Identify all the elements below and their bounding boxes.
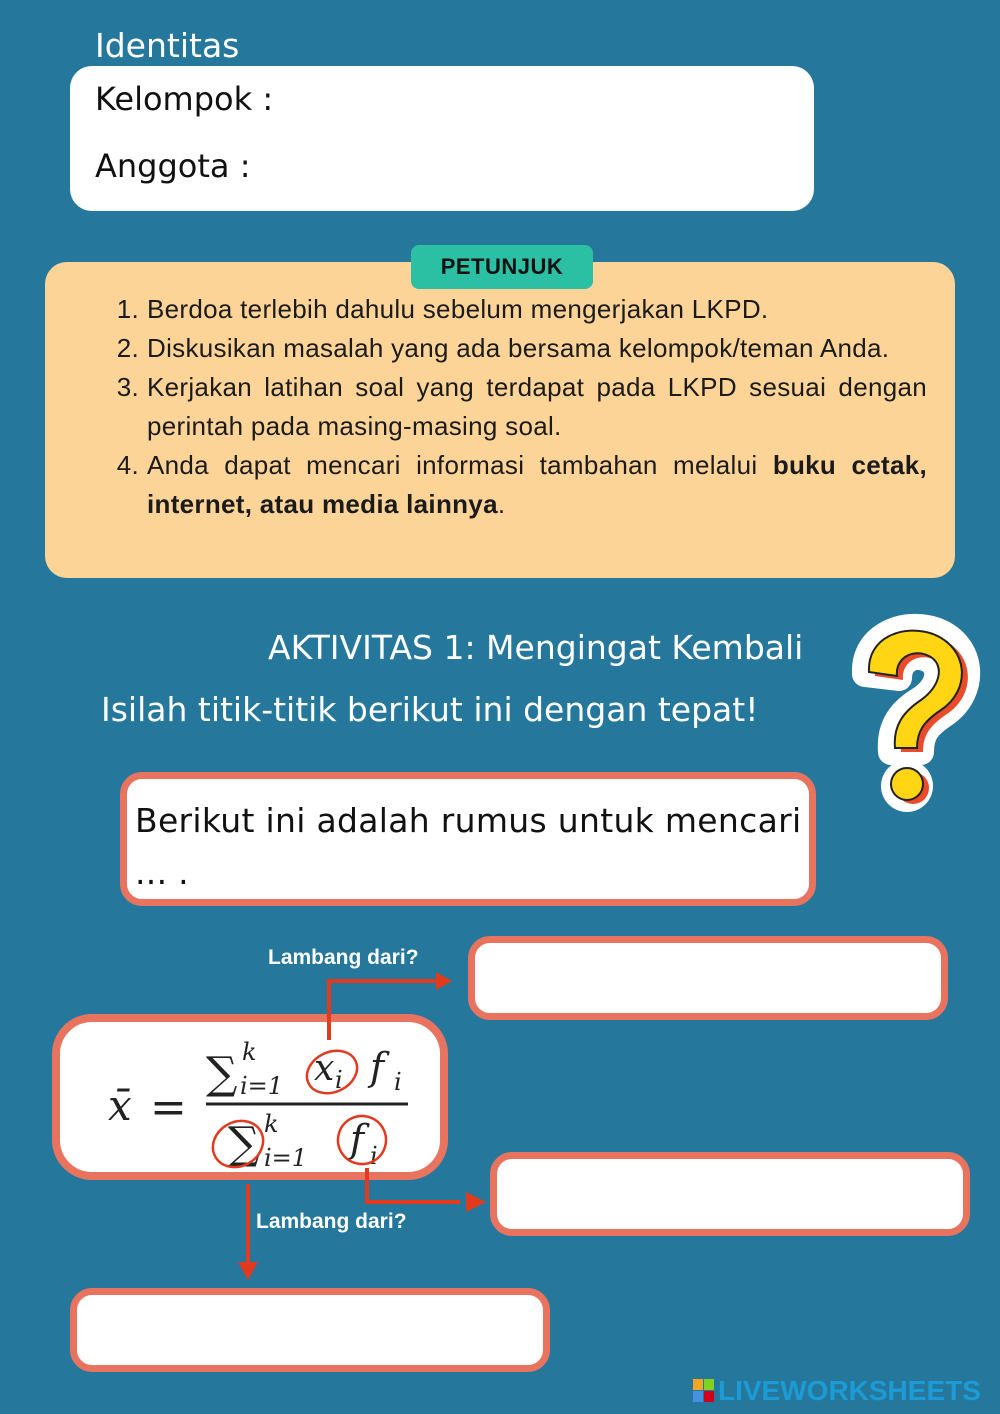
question-mark-icon	[835, 612, 985, 812]
formula-box	[52, 1014, 448, 1180]
item-number: 1.	[116, 294, 139, 324]
f-variable-denominator: f	[350, 1117, 365, 1161]
activity-instruction: Isilah titik-titik berikut ini dengan tepat!	[101, 690, 759, 729]
item-number: 3.	[116, 372, 139, 402]
group-label: Kelompok :	[95, 80, 274, 118]
instructions-badge: PETUNJUK	[411, 245, 593, 289]
equals-sign: =	[150, 1082, 187, 1133]
instructions-box	[45, 262, 955, 578]
symbol-question-label-top: Lambang dari?	[268, 946, 419, 969]
liveworksheets-logo	[693, 1376, 993, 1406]
members-label: Anggota :	[95, 147, 251, 185]
upper-limit: k	[242, 1038, 257, 1066]
logo-blocks-icon	[693, 1379, 715, 1403]
item-number: 2.	[116, 333, 139, 363]
mean-formula	[60, 1022, 440, 1172]
instruction-item	[101, 290, 927, 329]
identity-card	[70, 66, 814, 211]
instruction-item	[101, 368, 927, 446]
logo-text: LIVEWORKSHEETS	[718, 1375, 981, 1406]
lower-limit-denominator: i=1	[264, 1144, 308, 1172]
sum-symbol: ∑	[206, 1048, 238, 1099]
item-text-end: .	[497, 489, 506, 519]
f-subscript-denominator: i	[370, 1142, 378, 1170]
item-text: Kerjakan latihan soal yang terdapat pada LKPD sesuai dengan perintah pada masing-masing soal.	[147, 372, 927, 441]
sum-symbol-denominator: ∑	[228, 1118, 260, 1169]
item-text: Anda dapat mencari informasi tambahan melalui	[147, 450, 773, 480]
symbol-question-label-bottom: Lambang dari?	[256, 1210, 407, 1233]
x-subscript: i	[335, 1066, 343, 1094]
arrowhead-fi	[466, 1192, 486, 1212]
answer-box-fi[interactable]	[490, 1152, 970, 1236]
item-text: Diskusikan masalah yang ada bersama kelompok/teman Anda.	[147, 333, 890, 363]
activity-title: AKTIVITAS 1: Mengingat Kembali	[268, 628, 804, 667]
item-number: 4.	[116, 450, 139, 480]
answer-box-sigma[interactable]	[70, 1288, 550, 1372]
x-variable: x	[314, 1048, 335, 1089]
item-text-bold: buku cetak, internet, atau media lainnya	[147, 450, 927, 519]
identity-title: Identitas	[95, 26, 240, 65]
arrowhead-xi	[436, 972, 452, 990]
f-subscript: i	[394, 1068, 402, 1096]
mean-symbol: x̄	[108, 1081, 132, 1130]
instruction-item	[101, 329, 927, 368]
lower-limit: i=1	[240, 1072, 284, 1100]
question-text: Berikut ini adalah rumus untuk mencari ... .	[135, 801, 802, 892]
arrowhead-sigma	[238, 1262, 258, 1280]
item-text: Berdoa terlebih dahulu sebelum mengerjakan LKPD.	[147, 294, 769, 324]
instruction-item	[101, 446, 927, 524]
answer-box-xi[interactable]	[468, 936, 948, 1020]
f-variable: f	[370, 1045, 385, 1089]
upper-limit-denominator: k	[264, 1110, 279, 1138]
question-box	[120, 772, 816, 906]
instructions-list	[101, 290, 927, 524]
